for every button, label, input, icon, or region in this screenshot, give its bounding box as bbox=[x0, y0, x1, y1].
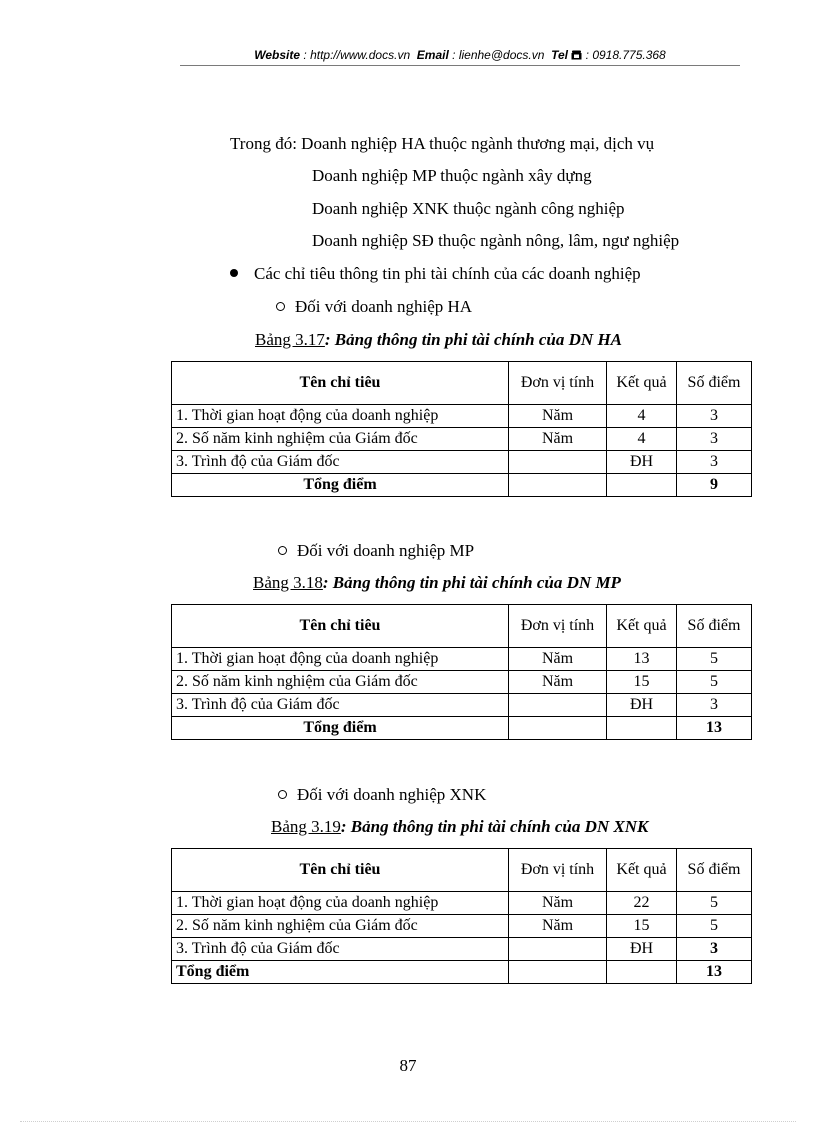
table-row bbox=[172, 694, 752, 717]
cell-unit: Năm bbox=[509, 648, 607, 671]
page-number: 87 bbox=[399, 1056, 417, 1075]
total-value: 9 bbox=[677, 474, 752, 497]
cell-empty bbox=[607, 474, 677, 497]
email-value[interactable]: : lienhe@docs.vn bbox=[452, 48, 545, 62]
cell-indicator: 1. Thời gian hoạt động của doanh nghiệp bbox=[172, 405, 509, 428]
cell-indicator: 1. Thời gian hoạt động của doanh nghiệp bbox=[172, 892, 509, 915]
bullet-text: Các chỉ tiêu thông tin phi tài chính của các doanh nghiệp bbox=[254, 264, 641, 283]
table-row bbox=[172, 428, 752, 451]
total-value: 13 bbox=[677, 961, 752, 984]
cell-empty bbox=[607, 961, 677, 984]
total-label: Tổng điểm bbox=[172, 474, 509, 497]
caption-label: Bảng 3.18 bbox=[253, 573, 323, 592]
cell-result: 4 bbox=[607, 405, 677, 428]
cell-score: 3 bbox=[677, 938, 752, 961]
col-header-unit: Đơn vị tính bbox=[509, 605, 607, 648]
cell-result: 15 bbox=[607, 915, 677, 938]
cell-unit bbox=[509, 938, 607, 961]
table-row bbox=[172, 451, 752, 474]
bullet-icon bbox=[230, 269, 238, 277]
cell-result: ĐH bbox=[607, 694, 677, 717]
table-header-row bbox=[172, 362, 752, 405]
total-label: Tổng điểm bbox=[172, 961, 509, 984]
sub-heading-mp bbox=[278, 541, 474, 561]
col-header-name: Tên chỉ tiêu bbox=[172, 849, 509, 892]
tel-label: Tel bbox=[551, 48, 568, 62]
table-row bbox=[172, 671, 752, 694]
bullet-item bbox=[230, 264, 641, 284]
caption-title: : Bảng thông tin phi tài chính của DN HA bbox=[324, 330, 623, 349]
table-caption-3-17 bbox=[255, 330, 622, 350]
cell-result: 22 bbox=[607, 892, 677, 915]
cell-score: 5 bbox=[677, 915, 752, 938]
intro-line-2: Doanh nghiệp MP thuộc ngành xây dựng bbox=[312, 166, 592, 185]
cell-indicator: 2. Số năm kinh nghiệm của Giám đốc bbox=[172, 671, 509, 694]
cell-score: 3 bbox=[677, 451, 752, 474]
intro-line-4: Doanh nghiệp SĐ thuộc ngành nông, lâm, ngư nghiệp bbox=[312, 231, 680, 250]
col-header-score: Số điểm bbox=[677, 362, 752, 405]
table-row bbox=[172, 938, 752, 961]
website-label: Website bbox=[254, 48, 301, 62]
col-header-result: Kết quả bbox=[607, 362, 677, 405]
cell-result: ĐH bbox=[607, 451, 677, 474]
table-dn-ha bbox=[171, 361, 752, 497]
col-header-score: Số điểm bbox=[677, 849, 752, 892]
sub-heading-text: Đối với doanh nghiệp HA bbox=[295, 297, 473, 316]
cell-indicator: 2. Số năm kinh nghiệm của Giám đốc bbox=[172, 428, 509, 451]
cell-indicator: 3. Trình độ của Giám đốc bbox=[172, 451, 509, 474]
cell-score: 3 bbox=[677, 428, 752, 451]
cell-empty bbox=[509, 474, 607, 497]
intro-line-3: Doanh nghiệp XNK thuộc ngành công nghiệp bbox=[312, 199, 625, 218]
cell-unit bbox=[509, 694, 607, 717]
cell-score: 3 bbox=[677, 405, 752, 428]
table-row bbox=[172, 915, 752, 938]
table-total-row bbox=[172, 961, 752, 984]
cell-result: 4 bbox=[607, 428, 677, 451]
table-row bbox=[172, 648, 752, 671]
intro-line-text: Doanh nghiệp HA thuộc ngành thương mại, dịch vụ bbox=[301, 134, 655, 153]
table-dn-mp bbox=[171, 604, 752, 740]
cell-score: 5 bbox=[677, 892, 752, 915]
cell-unit bbox=[509, 451, 607, 474]
cell-empty bbox=[509, 961, 607, 984]
cell-unit: Năm bbox=[509, 915, 607, 938]
cell-empty bbox=[509, 717, 607, 740]
sub-heading-text: Đối với doanh nghiệp XNK bbox=[297, 785, 487, 804]
intro-lead: Trong đó: bbox=[230, 134, 297, 153]
cell-indicator: 1. Thời gian hoạt động của doanh nghiệp bbox=[172, 648, 509, 671]
cell-empty bbox=[607, 717, 677, 740]
cell-unit: Năm bbox=[509, 892, 607, 915]
caption-label: Bảng 3.19 bbox=[271, 817, 341, 836]
table-row bbox=[172, 405, 752, 428]
total-label: Tổng điểm bbox=[172, 717, 509, 740]
table-header-row bbox=[172, 605, 752, 648]
footer-rule bbox=[20, 1121, 796, 1122]
cell-score: 5 bbox=[677, 648, 752, 671]
col-header-name: Tên chỉ tiêu bbox=[172, 362, 509, 405]
circle-bullet-icon bbox=[278, 546, 287, 555]
page-header bbox=[180, 48, 740, 62]
phone-icon bbox=[571, 50, 582, 60]
total-value: 13 bbox=[677, 717, 752, 740]
tel-value: : 0918.775.368 bbox=[585, 48, 666, 62]
cell-result: 15 bbox=[607, 671, 677, 694]
website-value[interactable]: : http://www.docs.vn bbox=[303, 48, 411, 62]
col-header-name: Tên chỉ tiêu bbox=[172, 605, 509, 648]
table-row bbox=[172, 892, 752, 915]
header-rule bbox=[180, 65, 740, 66]
col-header-unit: Đơn vị tính bbox=[509, 362, 607, 405]
table-dn-xnk bbox=[171, 848, 752, 984]
sub-heading-ha bbox=[276, 297, 472, 317]
cell-unit: Năm bbox=[509, 405, 607, 428]
caption-label: Bảng 3.17 bbox=[255, 330, 325, 349]
table-caption-3-19 bbox=[271, 817, 648, 837]
circle-bullet-icon bbox=[278, 790, 287, 799]
sub-heading-text: Đối với doanh nghiệp MP bbox=[297, 541, 475, 560]
table-total-row bbox=[172, 474, 752, 497]
cell-result: ĐH bbox=[607, 938, 677, 961]
col-header-score: Số điểm bbox=[677, 605, 752, 648]
sub-heading-xnk bbox=[278, 785, 486, 805]
circle-bullet-icon bbox=[276, 302, 285, 311]
cell-indicator: 3. Trình độ của Giám đốc bbox=[172, 938, 509, 961]
cell-unit: Năm bbox=[509, 428, 607, 451]
caption-title: : Bảng thông tin phi tài chính của DN MP bbox=[322, 573, 621, 592]
table-header-row bbox=[172, 849, 752, 892]
cell-indicator: 3. Trình độ của Giám đốc bbox=[172, 694, 509, 717]
table-caption-3-18 bbox=[253, 573, 621, 593]
col-header-result: Kết quả bbox=[607, 605, 677, 648]
table-total-row bbox=[172, 717, 752, 740]
email-label: Email bbox=[416, 48, 449, 62]
col-header-unit: Đơn vị tính bbox=[509, 849, 607, 892]
cell-result: 13 bbox=[607, 648, 677, 671]
caption-title: : Bảng thông tin phi tài chính của DN XNK bbox=[340, 817, 649, 836]
cell-score: 5 bbox=[677, 671, 752, 694]
intro-line-1 bbox=[230, 134, 654, 154]
cell-unit: Năm bbox=[509, 671, 607, 694]
cell-score: 3 bbox=[677, 694, 752, 717]
col-header-result: Kết quả bbox=[607, 849, 677, 892]
cell-indicator: 2. Số năm kinh nghiệm của Giám đốc bbox=[172, 915, 509, 938]
